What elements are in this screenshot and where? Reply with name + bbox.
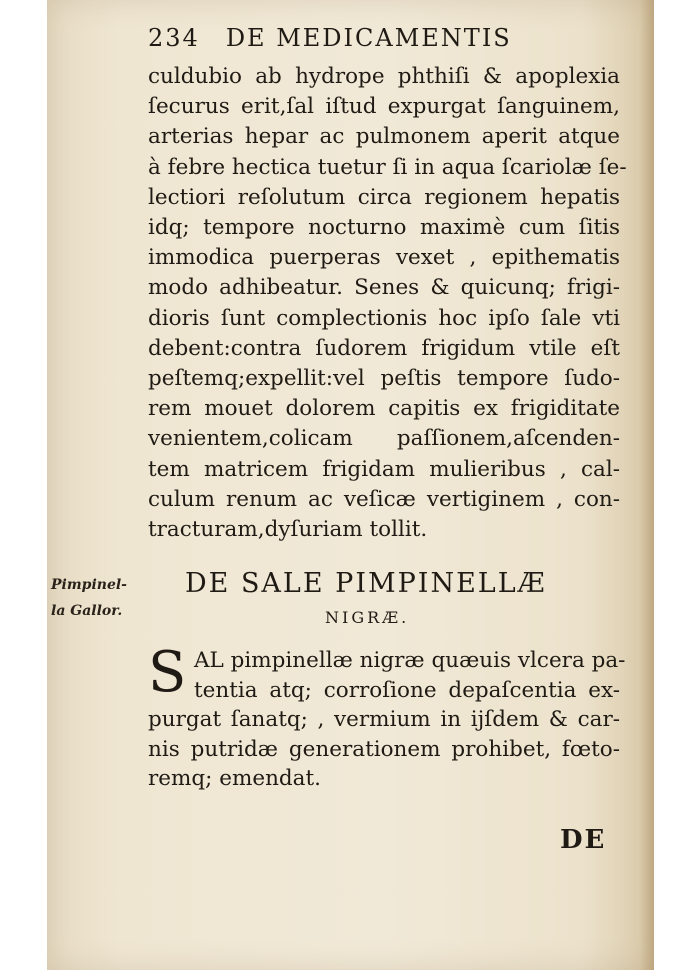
section-heading: DE SALE PIMPINELLÆ <box>185 568 547 599</box>
marginal-note-line: Pimpinel- <box>51 577 127 593</box>
text-line: dioris ſunt complectionis hoc ipſo ſale vti <box>148 305 620 331</box>
page-edge-stain <box>640 0 654 970</box>
text-line: AL pimpinellæ nigræ quæuis vlcera pa- <box>194 648 626 673</box>
text-line: idq; tempore nocturno maximè cum ſitis <box>148 215 620 241</box>
text-line: culum renum ac veſicæ vertiginem , con- <box>148 486 620 512</box>
paragraph-1 <box>148 62 627 545</box>
paragraph-2 <box>148 640 626 794</box>
text-line: tem matricem frigidam mulieribus , cal- <box>148 456 620 482</box>
text-line: nis putridæ generationem prohibet, fœto- <box>148 736 620 762</box>
text-line: peſtemq;expellit:vel peſtis tempore ſudo- <box>148 366 620 392</box>
text-line: venientem,colicam paſſionem,aſcenden- <box>148 426 620 452</box>
text-line: à febre hectica tuetur ſi in aqua ſcariolæ ſe- <box>148 154 627 180</box>
text-line: tentia atq; corroſione depaſcentia ex- <box>194 677 620 703</box>
catchword: DE <box>560 825 607 855</box>
marginal-note <box>51 572 146 624</box>
text-line: immodica puerperas vexet , epithematis <box>148 245 620 271</box>
running-head <box>148 24 628 58</box>
running-title: DE MEDICAMENTIS <box>225 24 512 52</box>
section-subheading: NIGRÆ. <box>325 608 410 627</box>
text-line: modo adhibeatur. Senes & quicunq; frigi- <box>148 275 620 301</box>
drop-cap: S <box>148 640 187 705</box>
text-line: arterias hepar ac pulmonem aperit atque <box>148 124 620 150</box>
text-line: lectiori reſolutum circa regionem hepatis <box>148 184 620 210</box>
text-line: debent:contra ſudorem frigidum vtile eſt <box>148 335 620 361</box>
text-line: purgat ſanatq; , vermium in ijſdem & car- <box>148 707 620 732</box>
text-line: ſecurus erit,ſal iſtud expurgat ſanguinem, <box>148 94 620 120</box>
page-number: 234 <box>148 24 200 52</box>
marginal-note-line: la Gallor. <box>51 603 123 619</box>
text-line: rem mouet dolorem capitis ex frigiditate <box>148 396 620 422</box>
text-line: remq; emendat. <box>148 766 321 791</box>
text-line: culdubio ab hydrope phthiſi & apoplexia <box>148 64 620 89</box>
text-line: tracturam,dyſuriam tollit. <box>148 517 428 543</box>
